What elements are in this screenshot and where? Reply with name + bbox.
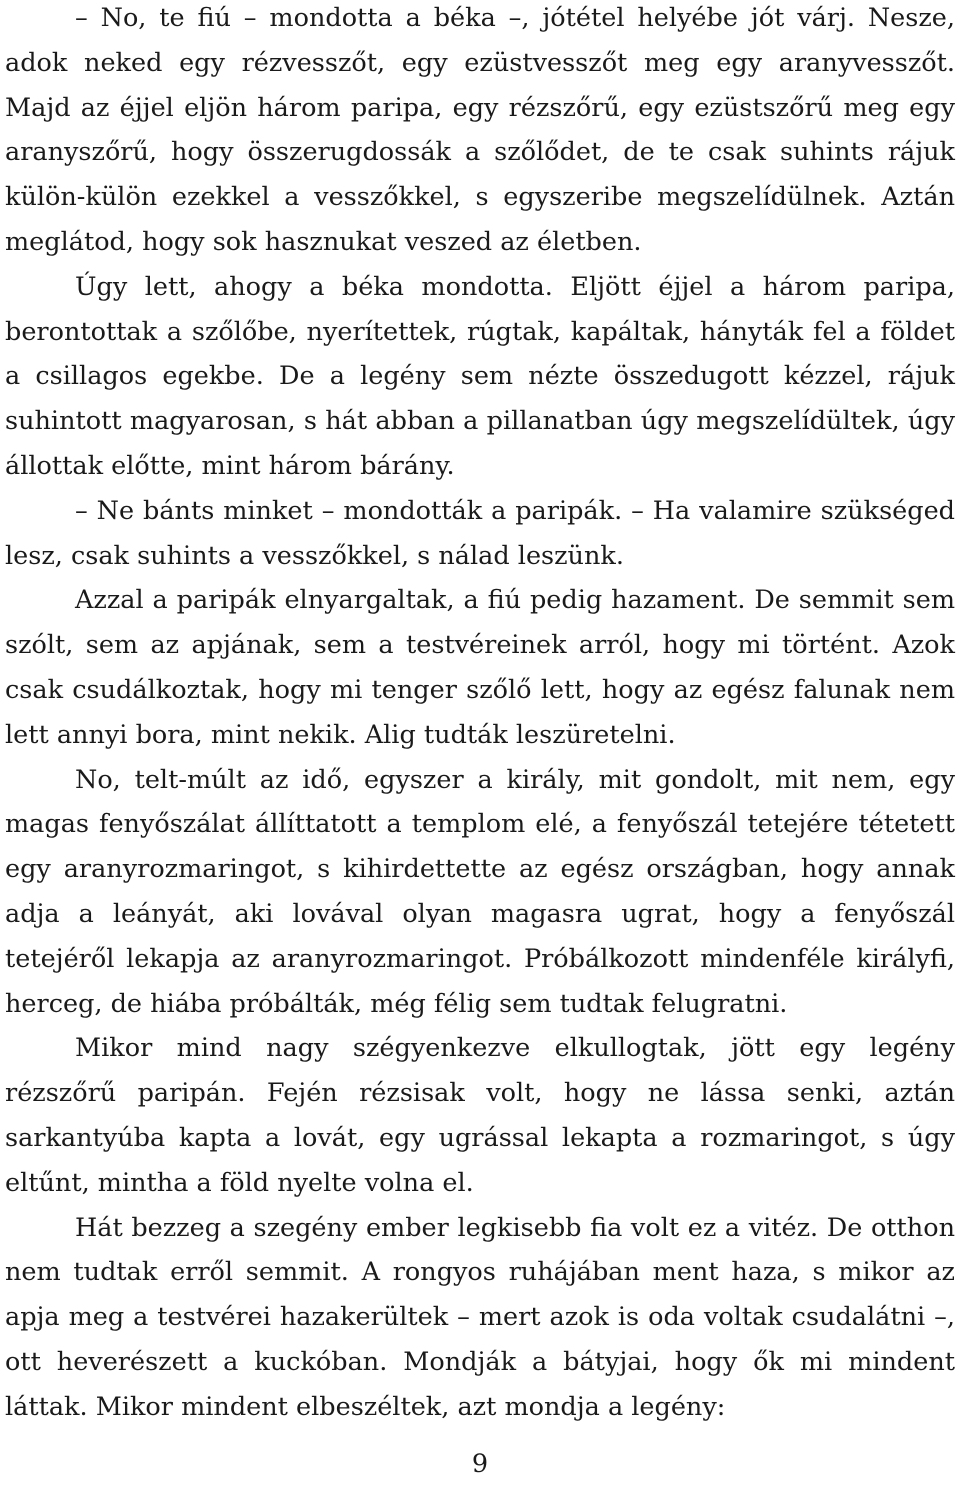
paragraph-4: Azzal a paripák elnyargaltak, a fiú pedig hazament. De semmit sem szólt, sem az apjának, sem a testvéreinek arról, hogy mi történt. Azok csak csudálkoztak, hogy mi tenger szőlő lett, hogy az egész falunak nem lett annyi bora, mint nekik. Alig tudták leszüretelni. (5, 585, 955, 750)
paragraph-6: Mikor mind nagy szégyenkezve elkullogtak, jött egy legény rézszőrű paripán. Fején rézsisak volt, hogy ne lássa senki, aztán sarkantyúba kapta a lovát, egy ugrással lekapta a rozmaringot, s úgy eltűnt, mintha a föld nyelte volna el. (5, 1033, 955, 1198)
paragraph-3: – Ne bánts minket – mondották a paripák. – Ha valamire szükséged lesz, csak suhints a vesszőkkel, s nálad leszünk. (5, 495, 955, 571)
paragraph-1: – No, te fiú – mondotta a béka –, jótétel helyébe jót várj. Nesze, adok neked egy rézvesszőt, egy ezüstvesszőt meg egy aranyvesszőt. Majd az éjjel eljön három paripa, egy rézszőrű, egy ezüstszőrű meg egy aranyszőrű, hogy összerugdossák a szőlődet, de te csak suhints rájuk külön-külön ezekkel a vesszőkkel, s egyszeribe megszelídülnek. Aztán meglátod, hogy sok hasznukat veszed az életben. (5, 3, 955, 257)
paragraph-7: Hát bezzeg a szegény ember legkisebb fia volt ez a vitéz. De otthon nem tudtak erről semmit. A rongyos ruhájában ment haza, s mikor az apja meg a testvérei hazakerültek – mert azok is oda voltak csudalátni –, ott heverészett a kuckóban. Mondják a bátyjai, hogy ők mi mindent láttak. Mikor mindent elbeszéltek, azt mondja a legény: (5, 1212, 955, 1422)
paragraph-5: No, telt-múlt az idő, egyszer a király, mit gondolt, mit nem, egy magas fenyőszálat állíttatott a templom elé, a fenyőszál tetejére tétetett egy aranyrozmaringot, s kihirdettette az egész országban, hogy annak adja a leányát, aki lovával olyan magasra ugrat, hogy a fenyőszál tetejéről lekapja az aranyrozmaringot. Próbálkozott mindenféle királyfi, herceg, de hiába próbálták, még félig sem tudtak felugratni. (5, 764, 955, 1019)
page-number: 9 (471, 1449, 489, 1479)
paragraph-2: Úgy lett, ahogy a béka mondotta. Eljött éjjel a három paripa, berontottak a szőlőbe, nyerítettek, rúgtak, kapáltak, hányták fel a földet a csillagos egekbe. De a legény sem nézte összedugott kézzel, rájuk suhintott magyarosan, s hát abban a pillanatban úgy megszelídültek, úgy állottak előtte, mint három bárány. (5, 271, 955, 481)
document-page (5, 0, 955, 1430)
